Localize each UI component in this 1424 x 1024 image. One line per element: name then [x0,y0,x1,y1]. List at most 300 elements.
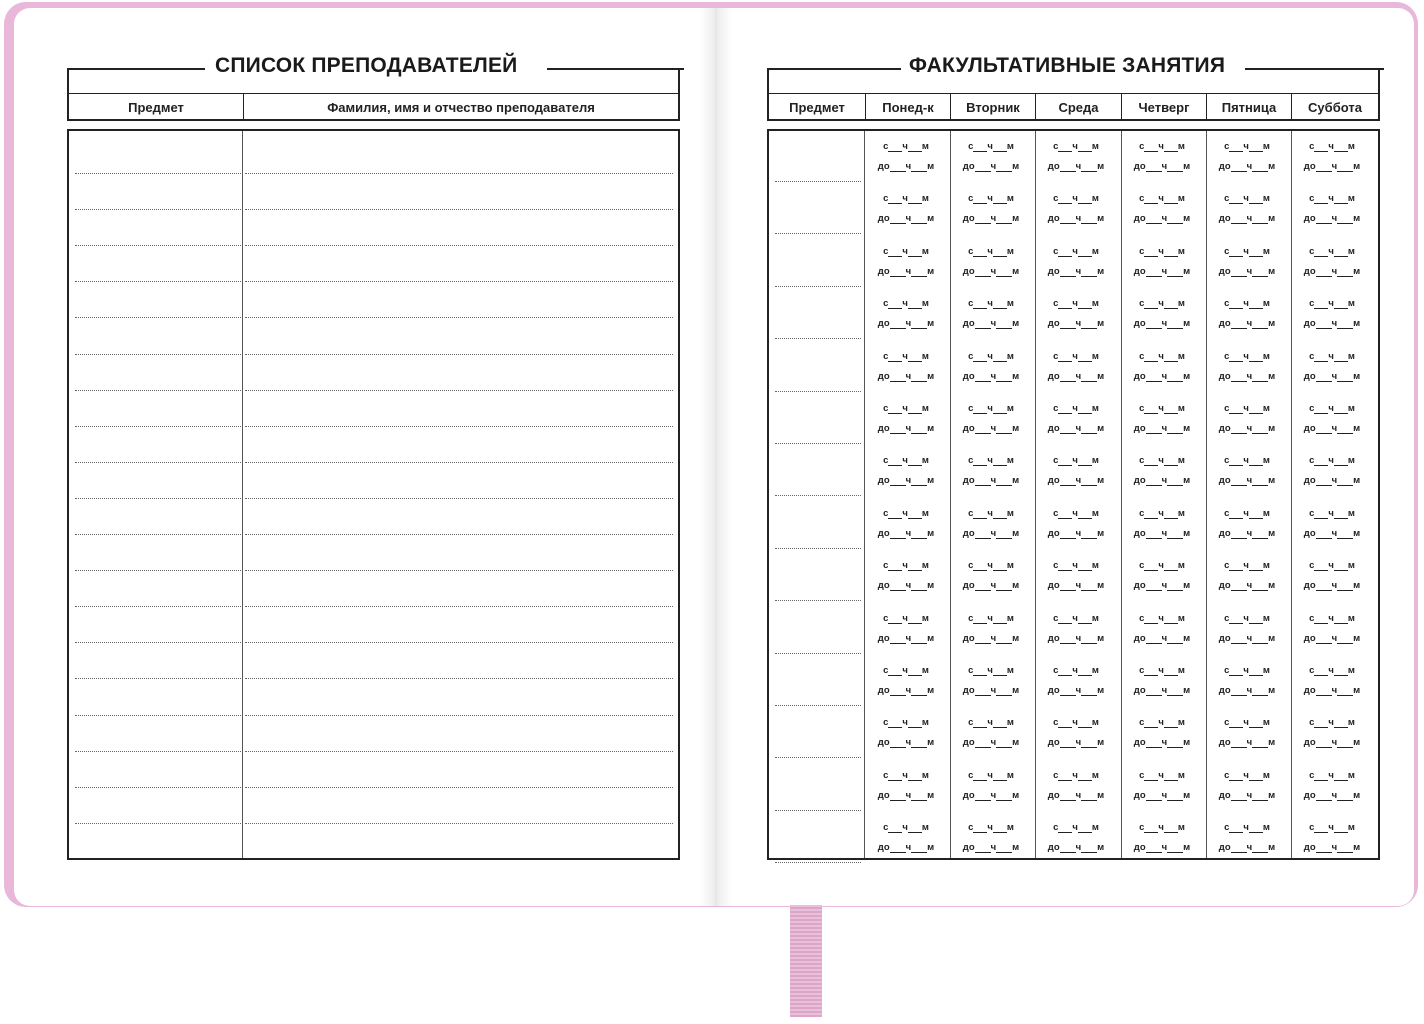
time-slot[interactable] [1039,189,1113,233]
hour-label: ч [990,475,997,487]
hour-label: ч [987,612,993,624]
minute-label: м [1183,842,1191,854]
minute-label: м [921,612,929,624]
hour-label: ч [1072,612,1078,624]
from-label: с [1139,141,1145,152]
subject-entry-line[interactable] [75,715,241,716]
time-slot[interactable] [1295,766,1369,810]
time-slot[interactable] [1039,399,1113,443]
minute-label: м [1006,560,1014,572]
time-slot[interactable] [1125,242,1199,286]
hour-label: ч [1075,161,1082,172]
hour-label: ч [1331,370,1338,382]
hour-label: ч [1331,685,1338,696]
time-slot[interactable] [1210,347,1284,391]
time-slot[interactable] [869,661,943,705]
from-label: с [1309,717,1315,729]
teacher-name-entry-line[interactable] [245,426,673,427]
time-slot[interactable] [1295,399,1369,443]
minute-label: м [1097,632,1105,644]
time-slot[interactable] [1295,137,1369,181]
minute-label: м [1012,842,1020,854]
elective-subject-line[interactable] [775,548,861,549]
time-slot[interactable] [1039,242,1113,286]
time-slot[interactable] [1295,818,1369,862]
hour-label: ч [902,507,908,519]
time-slot[interactable] [869,556,943,600]
from-label: с [968,350,974,362]
time-slot[interactable] [1210,189,1284,233]
subject-entry-line[interactable] [75,823,241,824]
time-slot[interactable] [869,189,943,233]
minute-label: м [1183,632,1191,644]
to-label: до [1303,580,1316,592]
time-slot[interactable] [1039,661,1113,705]
minute-label: м [1012,737,1020,749]
to-label: до [1218,789,1231,801]
hour-label: ч [1158,298,1164,310]
time-slot[interactable] [1125,189,1199,233]
from-label: с [968,193,974,205]
from-label: с [1309,403,1315,414]
teacher-name-entry-line[interactable] [245,209,673,210]
minute-label: м [1347,665,1355,676]
time-slot[interactable] [869,713,943,757]
minute-label: м [1006,350,1014,362]
teacher-name-entry-line[interactable] [245,606,673,607]
hour-label: ч [1075,842,1082,854]
hour-label: ч [987,507,993,519]
minute-label: м [921,665,929,676]
from-label: с [968,141,974,152]
elective-subject-line[interactable] [775,181,861,182]
hour-label: ч [1328,769,1334,781]
time-slot[interactable] [954,137,1028,181]
time-slot[interactable] [954,451,1028,495]
from-label: с [1053,822,1059,834]
time-slot[interactable] [1125,504,1199,548]
minute-label: м [921,507,929,519]
elective-subject-line[interactable] [775,810,861,811]
hour-label: ч [905,161,912,172]
teacher-name-entry-line[interactable] [245,751,673,752]
hour-label: ч [987,245,993,257]
teacher-name-entry-line[interactable] [245,354,673,355]
time-slot[interactable] [1125,556,1199,600]
minute-label: м [1262,455,1270,467]
minute-label: м [1347,560,1355,572]
column-divider [864,131,865,858]
time-slot[interactable] [1039,818,1113,862]
time-slot[interactable] [1210,399,1284,443]
hour-label: ч [1158,507,1164,519]
minute-label: м [1268,213,1276,225]
hour-label: ч [1158,193,1164,205]
teacher-name-entry-line[interactable] [245,570,673,571]
hour-label: ч [1075,580,1082,592]
column-header-tuesday: Вторник [950,94,1035,120]
from-label: с [1224,245,1230,257]
to-label: до [962,370,975,382]
teacher-name-entry-line[interactable] [245,245,673,246]
subject-entry-line[interactable] [75,317,241,318]
hour-label: ч [902,245,908,257]
from-label: с [1309,141,1315,152]
to-label: до [1047,580,1060,592]
to-label: до [1218,318,1231,330]
subject-entry-line[interactable] [75,570,241,571]
time-slot[interactable] [869,347,943,391]
minute-label: м [1268,632,1276,644]
hour-label: ч [1246,370,1253,382]
to-label: до [1047,475,1060,487]
minute-label: м [1262,507,1270,519]
from-label: с [1309,455,1315,467]
elective-subject-line[interactable] [775,757,861,758]
time-slot[interactable] [1295,294,1369,338]
from-label: с [968,455,974,467]
subject-entry-line[interactable] [75,354,241,355]
hour-label: ч [905,318,912,330]
from-label: с [968,612,974,624]
time-slot[interactable] [954,556,1028,600]
from-label: с [968,245,974,257]
from-label: с [1139,403,1145,414]
from-label: с [1224,403,1230,414]
time-slot[interactable] [1210,818,1284,862]
teacher-name-entry-line[interactable] [245,390,673,391]
teacher-name-entry-line[interactable] [245,462,673,463]
time-slot[interactable] [869,399,943,443]
minute-label: м [1183,789,1191,801]
time-slot[interactable] [1295,556,1369,600]
time-slot[interactable] [954,242,1028,286]
time-slot[interactable] [1210,504,1284,548]
time-slot[interactable] [1125,818,1199,862]
from-label: с [1139,298,1145,310]
column-header-monday: Понед-к [865,94,950,120]
minute-label: м [1097,265,1105,277]
hour-label: ч [990,370,997,382]
to-label: до [1133,842,1146,854]
column-divider [1121,131,1122,858]
from-label: с [883,769,889,781]
subject-entry-line[interactable] [75,606,241,607]
time-slot[interactable] [1210,661,1284,705]
time-slot[interactable] [1295,451,1369,495]
teacher-name-entry-line[interactable] [245,715,673,716]
hour-label: ч [1158,403,1164,414]
to-label: до [1047,527,1060,539]
teacher-name-entry-line[interactable] [245,642,673,643]
time-slot[interactable] [1295,504,1369,548]
time-slot[interactable] [954,399,1028,443]
minute-label: м [1347,455,1355,467]
minute-label: м [921,560,929,572]
electives-table[interactable] [767,129,1380,860]
hour-label: ч [1161,213,1168,225]
time-slot[interactable] [1039,766,1113,810]
time-slot[interactable] [1039,347,1113,391]
to-label: до [877,789,890,801]
column-divider [1291,131,1292,858]
time-slot[interactable] [1039,713,1113,757]
to-label: до [877,318,890,330]
hour-label: ч [1161,161,1168,172]
to-label: до [962,789,975,801]
hour-label: ч [1072,193,1078,205]
hour-label: ч [1072,665,1078,676]
elective-subject-line[interactable] [775,495,861,496]
minute-label: м [1347,507,1355,519]
time-slot[interactable] [869,242,943,286]
minute-label: м [1183,737,1191,749]
minute-label: м [1353,475,1361,487]
hour-label: ч [1075,527,1082,539]
time-slot[interactable] [869,504,943,548]
hour-label: ч [1072,403,1078,414]
hour-label: ч [905,580,912,592]
minute-label: м [1097,475,1105,487]
teacher-name-entry-line[interactable] [245,317,673,318]
hour-label: ч [1075,632,1082,644]
to-label: до [877,423,890,434]
time-slot[interactable] [954,766,1028,810]
teacher-name-entry-line[interactable] [245,787,673,788]
minute-label: м [1183,527,1191,539]
hour-label: ч [990,423,997,434]
hour-label: ч [987,193,993,205]
time-slot[interactable] [869,818,943,862]
time-slot[interactable] [954,504,1028,548]
hour-label: ч [1243,455,1249,467]
time-slot[interactable] [1295,609,1369,653]
time-slot[interactable] [869,451,943,495]
teacher-name-entry-line[interactable] [245,678,673,679]
column-header-saturday: Суббота [1291,94,1378,120]
hour-label: ч [1161,737,1168,749]
elective-subject-line[interactable] [775,338,861,339]
column-divider [1035,131,1036,858]
minute-label: м [1006,665,1014,676]
hour-label: ч [1158,455,1164,467]
subject-entry-line[interactable] [75,245,241,246]
from-label: с [1053,769,1059,781]
from-label: с [883,403,889,414]
time-slot[interactable] [869,609,943,653]
minute-label: м [1091,455,1099,467]
subject-entry-line[interactable] [75,462,241,463]
to-label: до [1133,685,1146,696]
time-slot[interactable] [1295,242,1369,286]
time-slot[interactable] [1210,451,1284,495]
minute-label: м [921,245,929,257]
minute-label: м [1268,423,1276,434]
subject-entry-line[interactable] [75,642,241,643]
from-label: с [1224,665,1230,676]
subject-entry-line[interactable] [75,390,241,391]
teacher-name-entry-line[interactable] [245,534,673,535]
minute-label: м [1268,370,1276,382]
minute-label: м [1091,560,1099,572]
hour-label: ч [1072,769,1078,781]
time-slot[interactable] [954,294,1028,338]
to-label: до [1218,685,1231,696]
time-slot[interactable] [1295,189,1369,233]
subject-entry-line[interactable] [75,751,241,752]
minute-label: м [1012,161,1020,172]
hour-label: ч [990,318,997,330]
bookmark-ribbon[interactable] [790,905,822,1017]
time-slot[interactable] [1125,661,1199,705]
time-slot[interactable] [1210,294,1284,338]
from-label: с [1224,717,1230,729]
hour-label: ч [1331,318,1338,330]
minute-label: м [927,789,935,801]
time-slot[interactable] [1210,713,1284,757]
minute-label: м [1177,245,1185,257]
hour-label: ч [905,789,912,801]
hour-label: ч [1243,403,1249,414]
minute-label: м [921,403,929,414]
teacher-name-entry-line[interactable] [245,173,673,174]
time-slot[interactable] [869,766,943,810]
time-slot[interactable] [1125,137,1199,181]
to-label: до [1303,685,1316,696]
time-slot[interactable] [1125,347,1199,391]
hour-label: ч [902,350,908,362]
hour-label: ч [1328,193,1334,205]
minute-label: м [1091,298,1099,310]
minute-label: м [1183,213,1191,225]
subject-entry-line[interactable] [75,281,241,282]
hour-label: ч [1161,842,1168,854]
teacher-name-entry-line[interactable] [245,498,673,499]
subject-entry-line[interactable] [75,426,241,427]
time-slot[interactable] [954,713,1028,757]
elective-subject-line[interactable] [775,233,861,234]
to-label: до [1218,737,1231,749]
time-slot[interactable] [869,294,943,338]
elective-subject-line[interactable] [775,862,861,863]
time-slot[interactable] [1210,242,1284,286]
time-slot[interactable] [1210,609,1284,653]
hour-label: ч [1331,423,1338,434]
subject-entry-line[interactable] [75,209,241,210]
from-label: с [968,822,974,834]
time-slot[interactable] [954,818,1028,862]
time-slot[interactable] [1210,766,1284,810]
hour-label: ч [905,842,912,854]
time-slot[interactable] [1295,713,1369,757]
teacher-name-entry-line[interactable] [245,823,673,824]
time-slot[interactable] [1039,556,1113,600]
minute-label: м [1006,193,1014,205]
time-slot[interactable] [1210,556,1284,600]
hour-label: ч [1161,580,1168,592]
time-slot[interactable] [1125,451,1199,495]
minute-label: м [1347,141,1355,152]
time-slot[interactable] [1125,713,1199,757]
hour-label: ч [1158,717,1164,729]
time-slot[interactable] [954,609,1028,653]
from-label: с [968,403,974,414]
subject-entry-line[interactable] [75,787,241,788]
time-slot[interactable] [1125,609,1199,653]
subject-entry-line[interactable] [75,498,241,499]
time-slot[interactable] [1210,137,1284,181]
from-label: с [1139,612,1145,624]
minute-label: м [1262,560,1270,572]
from-label: с [883,193,889,205]
time-slot[interactable] [1039,504,1113,548]
from-label: с [1224,193,1230,205]
minute-label: м [1268,265,1276,277]
hour-label: ч [1331,737,1338,749]
subject-entry-line[interactable] [75,678,241,679]
to-label: до [1133,789,1146,801]
hour-label: ч [1246,737,1253,749]
minute-label: м [1347,822,1355,834]
hour-label: ч [990,580,997,592]
elective-subject-line[interactable] [775,286,861,287]
subject-entry-line[interactable] [75,534,241,535]
time-slot[interactable] [869,137,943,181]
elective-subject-line[interactable] [775,391,861,392]
teacher-name-entry-line[interactable] [245,281,673,282]
to-label: до [1047,265,1060,277]
to-label: до [962,632,975,644]
hour-label: ч [990,789,997,801]
hour-label: ч [1161,423,1168,434]
time-slot[interactable] [954,661,1028,705]
hour-label: ч [1243,822,1249,834]
hour-label: ч [1161,475,1168,487]
time-slot[interactable] [1039,609,1113,653]
time-slot[interactable] [1125,766,1199,810]
hour-label: ч [1161,318,1168,330]
minute-label: м [927,423,935,434]
elective-subject-line[interactable] [775,705,861,706]
time-slot[interactable] [1125,294,1199,338]
elective-subject-line[interactable] [775,600,861,601]
time-slot[interactable] [954,189,1028,233]
from-label: с [968,507,974,519]
time-slot[interactable] [1295,661,1369,705]
column-header-subject: Предмет [128,99,184,115]
teachers-table[interactable] [67,129,680,860]
elective-subject-line[interactable] [775,653,861,654]
time-slot[interactable] [1039,294,1113,338]
hour-label: ч [1331,213,1338,225]
time-slot[interactable] [1295,347,1369,391]
time-slot[interactable] [954,347,1028,391]
time-slot[interactable] [1125,399,1199,443]
minute-label: м [1347,769,1355,781]
elective-subject-line[interactable] [775,443,861,444]
time-slot[interactable] [1039,137,1113,181]
hour-label: ч [1331,580,1338,592]
minute-label: м [1177,298,1185,310]
hour-label: ч [987,455,993,467]
minute-label: м [1177,560,1185,572]
hour-label: ч [1158,822,1164,834]
minute-label: м [1183,161,1191,172]
hour-label: ч [905,685,912,696]
time-slot[interactable] [1039,451,1113,495]
subject-entry-line[interactable] [75,173,241,174]
from-label: с [883,245,889,257]
